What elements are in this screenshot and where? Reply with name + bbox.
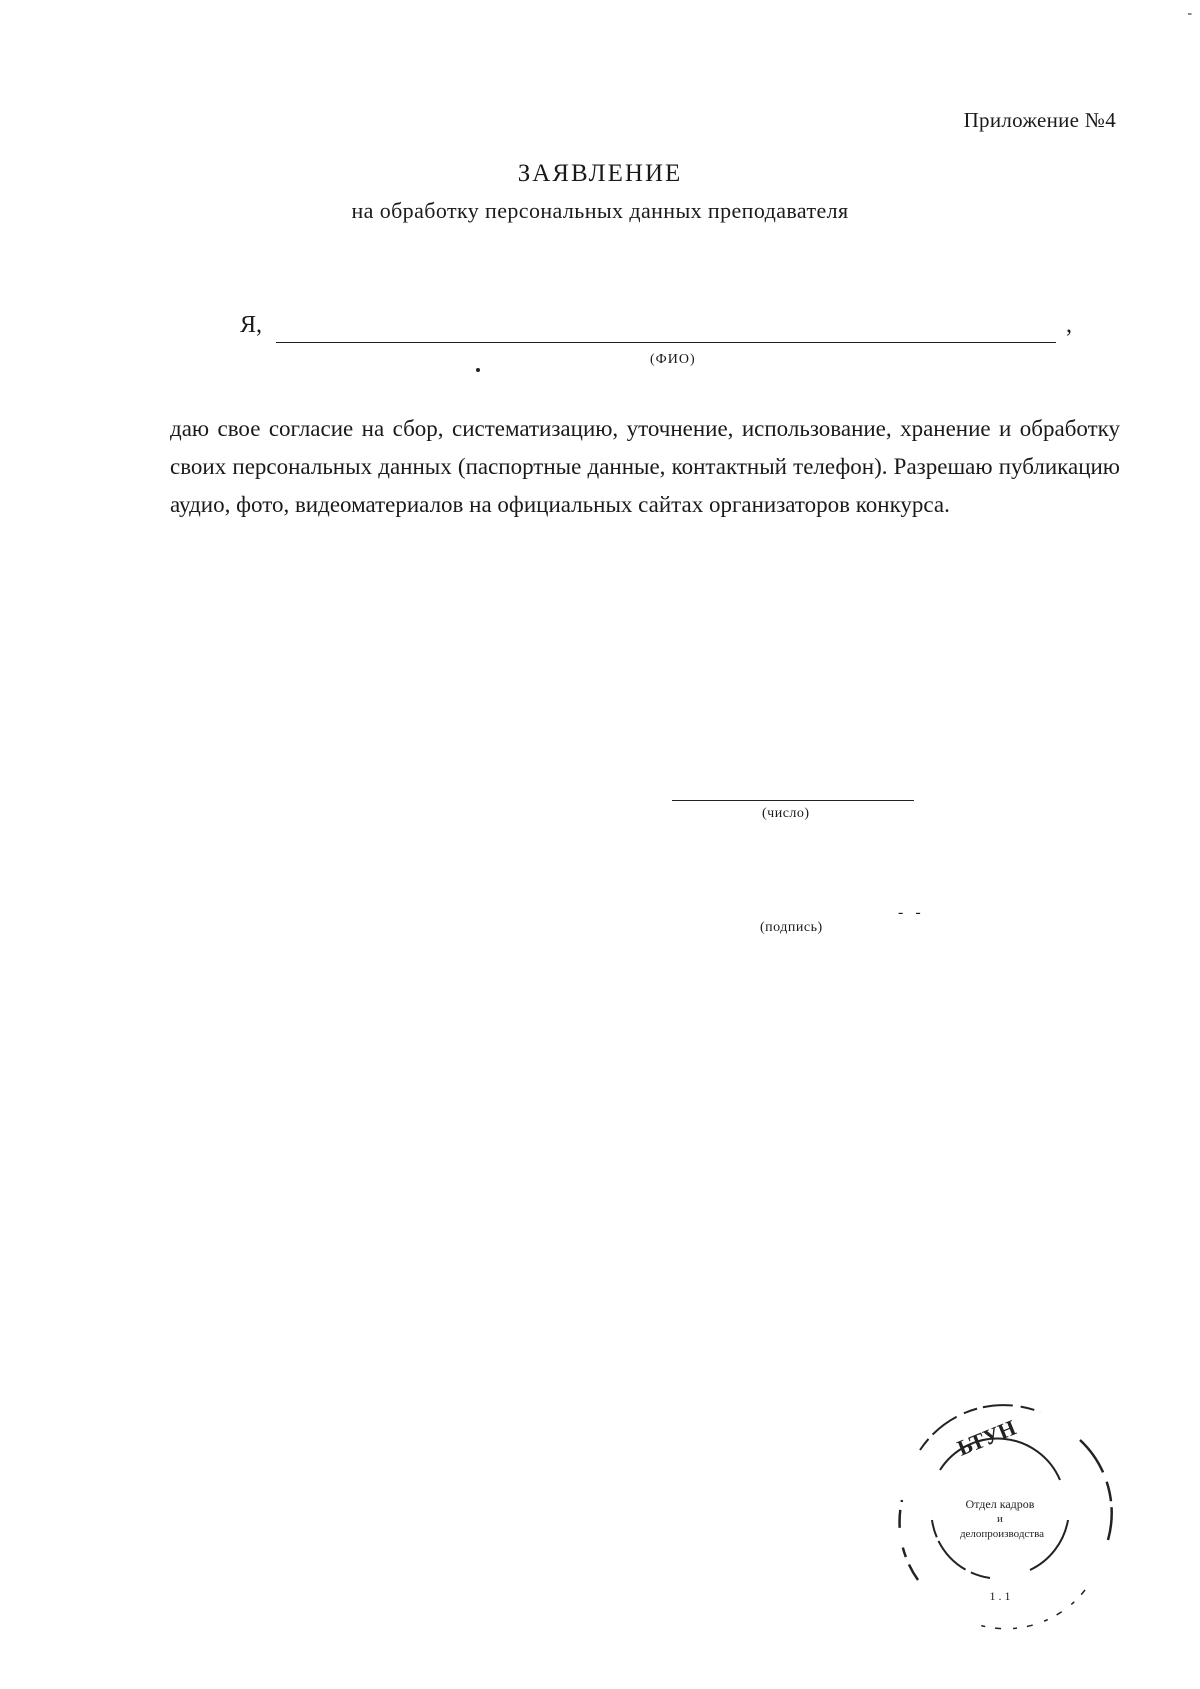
document-title: ЗАЯВЛЕНИЕ [517,160,683,187]
stamp-arc-text: ЬТУН [953,1414,1020,1461]
fio-caption: (ФИО) [650,352,696,367]
date-caption: (число) [762,806,810,821]
fio-prefix: Я, [240,312,263,338]
signature-dashes: - - [898,904,925,921]
stamp-line-3: делопроизводства [959,1528,1045,1540]
appendix-label: Приложение №4 [963,108,1116,132]
document-subtitle: на обработку персональных данных преподавателя [351,198,849,223]
stamp-graphic [880,1390,1120,1630]
consent-paragraph: даю свое согласие на сбор, систематизацию, уточнение, использование, хранение и обработку своих персональных данных (паспортные данные, контактный телефон). Разрешаю публикацию аудио, фото, видеоматериалов на официальных сайтах организаторов конкурса. [170,416,1120,517]
scan-speck [476,368,480,372]
date-blank-line[interactable] [672,800,914,801]
stamp-line-2: и [997,1513,1003,1525]
signature-caption: (подпись) [760,920,823,935]
official-stamp [880,1390,1120,1630]
fio-field-row [240,312,1080,348]
fio-suffix: , [1066,312,1072,338]
stamp-bottom-text: 1 . 1 [989,1589,1011,1603]
fio-blank-line[interactable] [276,342,1056,343]
corner-mark: - [1187,6,1192,21]
stamp-line-1: Отдел кадров [965,1497,1035,1511]
